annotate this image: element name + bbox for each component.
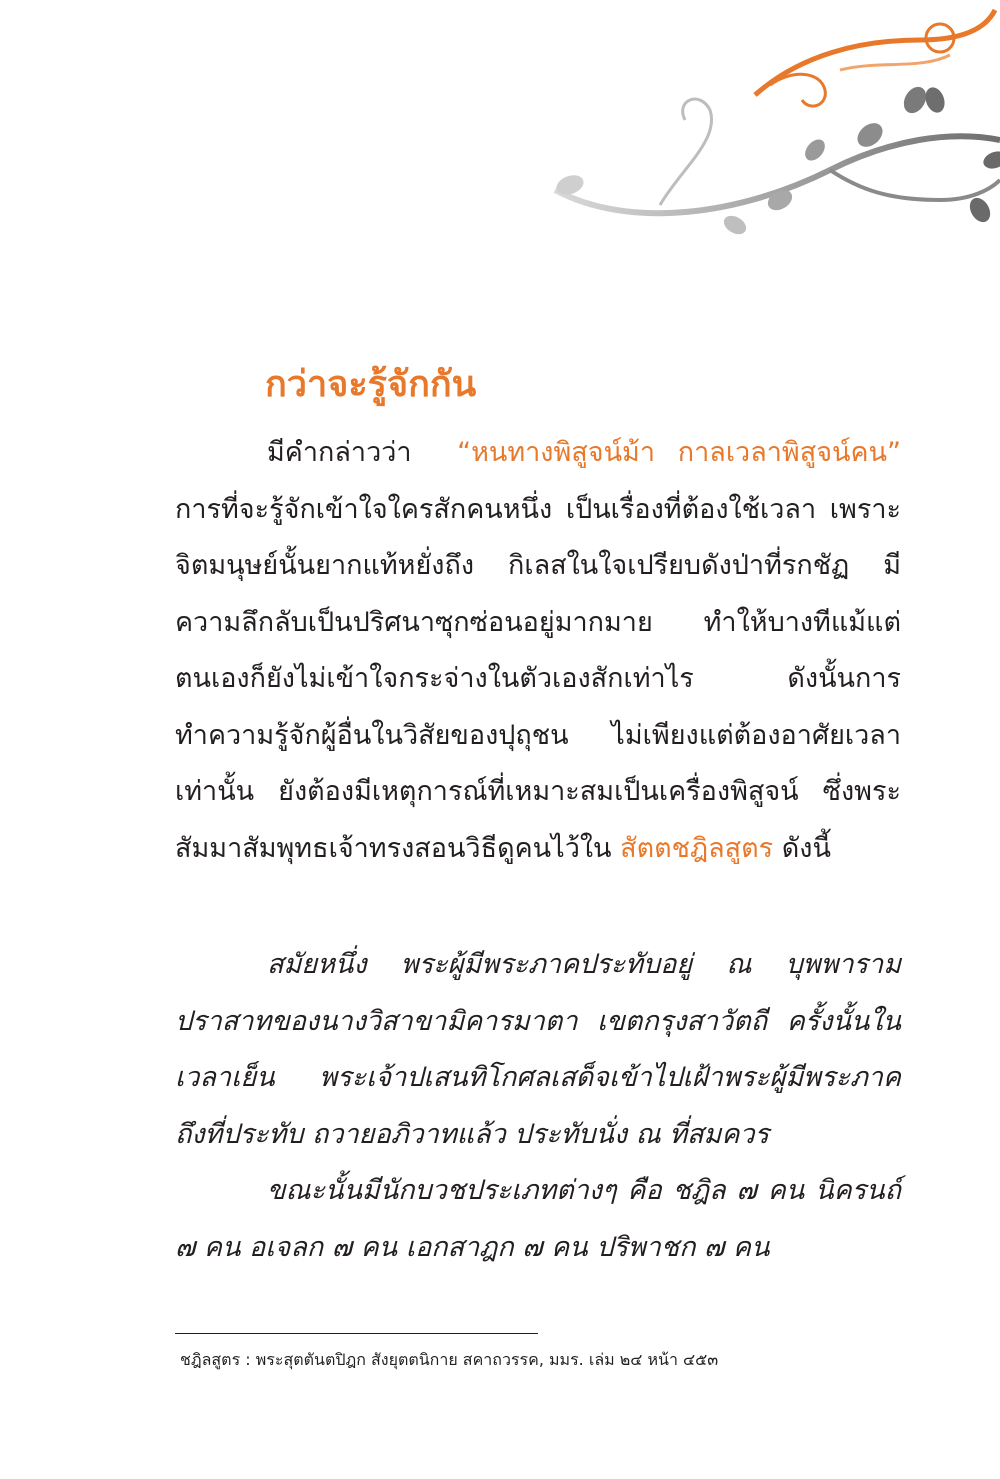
scripture-text: สมัยหนึ่ง พระผู้มีพระภาคประทับอยู่ ณ บุพพาราม ปราสาทของนางวิสาขามิคารมาตา เขตกรุงสาวัตถี ครั้งนั้นในเวลาเย็น พระเจ้าปเสนทิโกศลเสด็จเข้าไปเฝ้าพระผู้มีพระภาคถึงที่ประทับ ถวายอภิวาทแล้ว ประทับนั่ง ณ ที่สมควร [175, 949, 901, 1150]
paragraph-intro [175, 425, 901, 877]
page-title: กว่าจะรู้จักกัน [265, 364, 477, 405]
floral-branch-ornament [540, 0, 1000, 260]
footnote: ชฎิลสูตร : พระสุตตันตปิฎก สังยุตตนิกาย สคาถวรรค, มมร. เล่ม ๒๔ หน้า ๔๕๓ [180, 1350, 719, 1369]
proverb-quote: “หนทางพิสูจน์ม้า กาลเวลาพิสูจน์คน” [457, 437, 901, 468]
ascetics-text: ขณะนั้นมีนักบวชประเภทต่างๆ คือ ชฎิล ๗ คน นิครนถ์ ๗ คน อเจลก ๗ คน เอกสาฎก ๗ คน ปริพาชก ๗ คน [175, 1175, 901, 1263]
paragraph-ascetics [175, 1163, 901, 1276]
intro-tail: ดังนี้ [781, 832, 831, 864]
footnote-divider [175, 1333, 538, 1334]
sutta-name: สัตตชฎิลสูตร [620, 832, 774, 864]
intro-body: การที่จะรู้จักเข้าใจใครสักคนหนึ่ง เป็นเรื่องที่ต้องใช้เวลา เพราะจิตมนุษย์นั้นยากแท้หยั่งถึง กิเลสในใจเปรียบดังป่าที่รกชัฏ มีความลึกลับเป็นปริศนาซุกซ่อนอยู่มากมาย ทำให้บางทีแม้แต่ตนเองก็ยังไม่เข้าใจกระจ่างในตัวเองสักเท่าไร ดังนั้นการทำความรู้จักผู้อื่นในวิสัยของปุถุชน ไม่เพียงแต่ต้องอาศัยเวลาเท่านั้น ยังต้องมีเหตุการณ์ที่เหมาะสมเป็นเครื่องพิสูจน์ ซึ่งพระสัมมาสัมพุทธเจ้าทรงสอนวิธีดูคนไว้ใน [175, 493, 901, 864]
paragraph-scripture [175, 937, 901, 1163]
intro-lead: มีคำกล่าวว่า [267, 437, 412, 468]
